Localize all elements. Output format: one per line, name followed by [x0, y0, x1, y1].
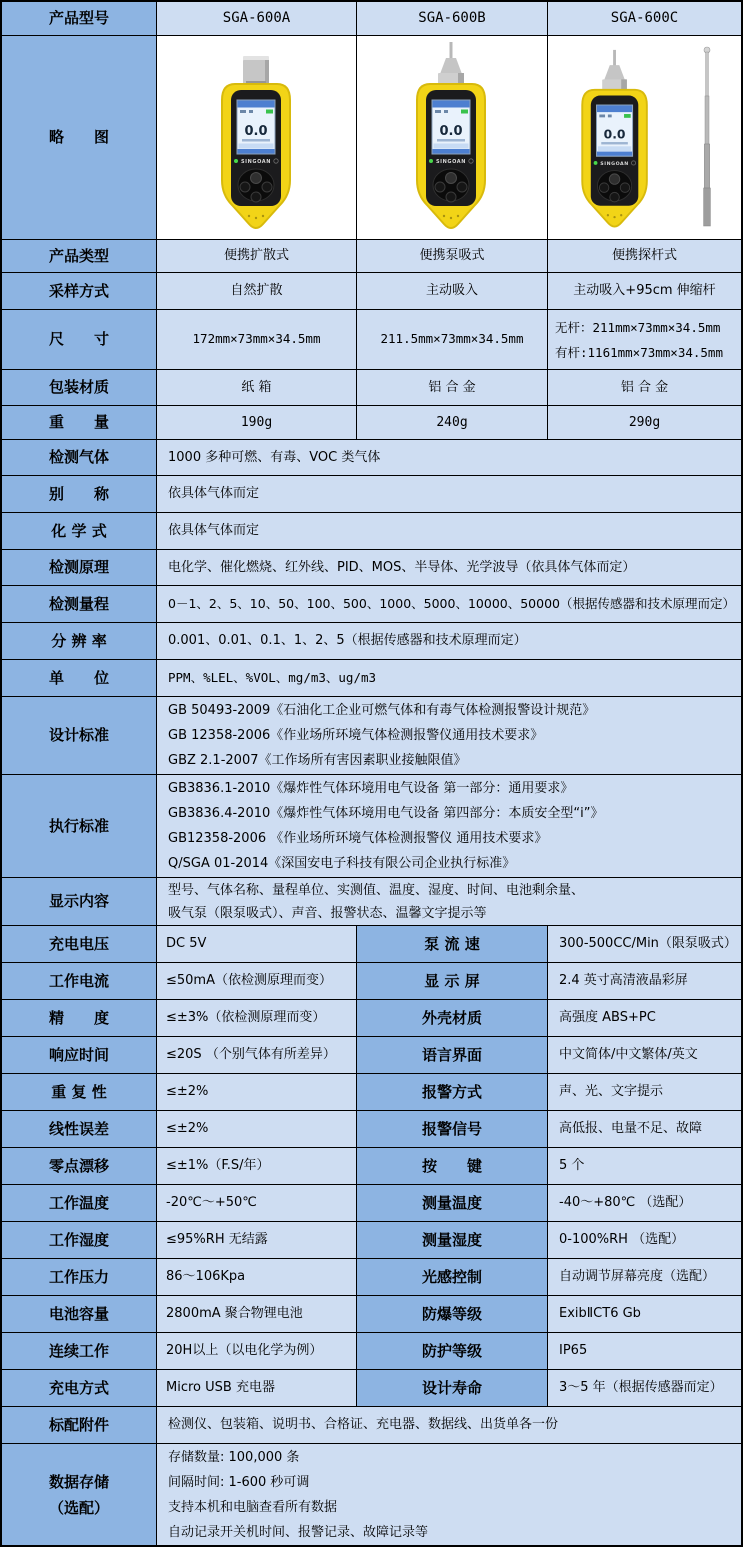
header-label: 产品型号 — [2, 2, 157, 35]
row-label: 执行标准 — [2, 775, 157, 877]
table-row-sampling — [2, 273, 741, 310]
table-row-alias — [2, 476, 741, 513]
product-image-sga-600a — [187, 40, 327, 236]
content-line: 型号、气体名称、量程单位、实测值、温度、湿度、时间、电池剩余量、 — [168, 882, 585, 898]
row-value: 检测仪、包装箱、说明书、合格证、充电器、数据线、出货单各一份 — [157, 1407, 741, 1443]
row-value-left: 86～106Kpa — [157, 1259, 357, 1295]
battery-icon — [624, 114, 631, 118]
row-value-right: 3～5 年（根据传感器而定） — [548, 1370, 741, 1406]
row-label: 显示内容 — [2, 878, 157, 925]
row-value-left: ≤±1%（F.S/年） — [157, 1148, 357, 1184]
row-label-left: 充电方式 — [2, 1370, 157, 1406]
row-value: 1000 多种可燃、有毒、VOC 类气体 — [157, 440, 741, 475]
status-led — [234, 159, 238, 163]
row-label-right: 测量湿度 — [357, 1222, 548, 1258]
row-value — [157, 775, 741, 877]
row-value-left: Micro USB 充电器 — [157, 1370, 357, 1406]
row-value: 0.001、0.01、0.1、1、2、5（根据传感器和技术原理而定） — [157, 623, 741, 659]
table-row-range — [2, 586, 741, 623]
table-row-resolution — [2, 623, 741, 660]
pair-row-charging-method — [2, 1370, 741, 1407]
row-value-right: 声、光、文字提示 — [548, 1074, 741, 1110]
row-value — [157, 697, 741, 774]
table-row-units — [2, 660, 741, 697]
row-value: 依具体气体而定 — [157, 476, 741, 512]
table-row-display-content — [2, 878, 741, 926]
row-label-right: 光感控制 — [357, 1259, 548, 1295]
row-label: 产品类型 — [2, 240, 157, 272]
row-label-left: 工作温度 — [2, 1185, 157, 1221]
standard-line: GB3836.4-2010《爆炸性气体环境用电气设备 第四部分：本质安全型“i”》 — [168, 806, 604, 821]
row-label-left: 连续工作 — [2, 1333, 157, 1369]
row-value-right: 2.4 英寸高清液晶彩屏 — [548, 963, 741, 999]
table-row-dimensions — [2, 310, 741, 370]
row-value-right: 0-100%RH （选配） — [548, 1222, 741, 1258]
row-label: 检测原理 — [2, 550, 157, 585]
row-value-right: 高低报、电量不足、故障 — [548, 1111, 741, 1147]
row-label: 单 位 — [2, 660, 157, 696]
row-value-left: -20℃～+50℃ — [157, 1185, 357, 1221]
row-value-left: ≤20S （个别气体有所差异） — [157, 1037, 357, 1073]
table-row-exec-standard — [2, 775, 741, 878]
product-image-cell-b — [357, 36, 548, 239]
brand-logo: SINGOAN — [240, 158, 271, 165]
battery-icon — [461, 109, 468, 113]
row-value-left: ≤95%RH 无结露 — [157, 1222, 357, 1258]
row-value-left: 2800mA 聚合物锂电池 — [157, 1296, 357, 1332]
brand-logo: SINGOAN — [435, 158, 467, 165]
pair-row-continuous-work — [2, 1333, 741, 1370]
product-image-sga-600c — [555, 40, 735, 236]
sketch-row — [2, 36, 741, 240]
model-name-sga-600c: SGA-600C — [548, 2, 741, 35]
product-image-cell-a — [157, 36, 357, 239]
row-label-right: 泵 流 速 — [357, 926, 548, 962]
row-label: 采样方式 — [2, 273, 157, 309]
standard-line: GBZ 2.1-2007《工作场所有害因素职业接触限值》 — [168, 753, 467, 768]
row-label-left: 响应时间 — [2, 1037, 157, 1073]
row-value-right: 高强度 ABS+PC — [548, 1000, 741, 1036]
content-line: 吸气泵（限泵吸式）、声音、报警状态、温馨文字提示等 — [168, 905, 487, 921]
row-label: 分 辨 率 — [2, 623, 157, 659]
row-label-right: 语言界面 — [357, 1037, 548, 1073]
row-value-right: ExibⅡCT6 Gb — [548, 1296, 741, 1332]
row-value-left: DC 5V — [157, 926, 357, 962]
row-label: 重 量 — [2, 406, 157, 439]
standard-line: GB 50493-2009《石油化工企业可燃气体和有毒气体检测报警设计规范》 — [168, 703, 596, 718]
pair-row-working-humidity — [2, 1222, 741, 1259]
row-label-left: 工作电流 — [2, 963, 157, 999]
row-label-left: 电池容量 — [2, 1296, 157, 1332]
model-name-sga-600a: SGA-600A — [157, 2, 357, 35]
row-value-left: ≤±3%（依检测原理而变） — [157, 1000, 357, 1036]
row-label: 检测气体 — [2, 440, 157, 475]
value-b: 211.5mm×73mm×34.5mm — [357, 310, 548, 369]
row-label-left: 重 复 性 — [2, 1074, 157, 1110]
pair-row-working-pressure — [2, 1259, 741, 1296]
row-value-left: ≤±2% — [157, 1111, 357, 1147]
table-row-design-standard — [2, 697, 741, 775]
dimension-line: 有杆:1161mm×73mm×34.5mm — [555, 344, 723, 360]
value-c: 铝 合 金 — [548, 370, 741, 405]
value-a: 190g — [157, 406, 357, 439]
row-value-right: 自动调节屏幕亮度（选配） — [548, 1259, 741, 1295]
row-value-right: 5 个 — [548, 1148, 741, 1184]
value-b: 240g — [357, 406, 548, 439]
value-a: 172mm×73mm×34.5mm — [157, 310, 357, 369]
screen-reading: 0.0 — [439, 123, 463, 139]
row-label-left: 线性误差 — [2, 1111, 157, 1147]
pair-row-linearity — [2, 1111, 741, 1148]
table-row-formula — [2, 513, 741, 550]
row-label-right: 报警方式 — [357, 1074, 548, 1110]
pair-row-response-time — [2, 1037, 741, 1074]
battery-icon — [266, 109, 273, 113]
standard-line: GB3836.1-2010《爆炸性气体环境用电气设备 第一部分：通用要求》 — [168, 781, 574, 796]
value-c: 主动吸入+95cm 伸缩杆 — [548, 273, 741, 309]
row-label-right: 测量温度 — [357, 1185, 548, 1221]
row-value-right: 中文简体/中文繁体/英文 — [548, 1037, 741, 1073]
standard-line: Q/SGA 01-2014《深国安电子科技有限公司企业执行标准》 — [168, 856, 516, 871]
row-value-right: IP65 — [548, 1333, 741, 1369]
sketch-label: 略 图 — [2, 36, 157, 239]
row-label-right: 显 示 屏 — [357, 963, 548, 999]
product-image-cell-c — [548, 36, 741, 239]
row-label: 化 学 式 — [2, 513, 157, 549]
pair-row-battery — [2, 1296, 741, 1333]
row-label-line: （选配） — [48, 1498, 109, 1517]
row-label-left: 精 度 — [2, 1000, 157, 1036]
row-label-right: 按 键 — [357, 1148, 548, 1184]
table-row-principle — [2, 550, 741, 586]
row-label: 尺 寸 — [2, 310, 157, 369]
status-led — [593, 161, 597, 165]
dimension-line: 无杆：211mm×73mm×34.5mm — [555, 319, 721, 335]
row-value-left: ≤±2% — [157, 1074, 357, 1110]
storage-line: 自动记录开关机时间、报警记录、故障记录等 — [168, 1524, 429, 1540]
pair-row-charge-voltage — [2, 926, 741, 963]
row-label-left: 工作湿度 — [2, 1222, 157, 1258]
storage-line: 存储数量: 100,000 条 — [168, 1449, 300, 1465]
table-row-data-storage — [2, 1444, 741, 1545]
screen-reading: 0.0 — [603, 126, 625, 141]
row-label: 设计标准 — [2, 697, 157, 774]
row-label-right: 防护等级 — [357, 1333, 548, 1369]
value-c: 便携探杆式 — [548, 240, 741, 272]
row-value-right: -40～+80℃ （选配） — [548, 1185, 741, 1221]
pair-row-working-temp — [2, 1185, 741, 1222]
row-label-right: 外壳材质 — [357, 1000, 548, 1036]
header-row — [2, 2, 741, 36]
storage-line: 间隔时间: 1-600 秒可调 — [168, 1474, 310, 1490]
row-label-right: 设计寿命 — [357, 1370, 548, 1406]
brand-logo: SINGOAN — [599, 161, 629, 167]
value-a: 纸 箱 — [157, 370, 357, 405]
row-label-left: 零点漂移 — [2, 1148, 157, 1184]
table-row-product-type — [2, 240, 741, 273]
row-value-right: 300-500CC/Min（限泵吸式） — [548, 926, 741, 962]
table-row-weight — [2, 406, 741, 440]
row-value: 电化学、催化燃烧、红外线、PID、MOS、半导体、光学波导（依具体气体而定） — [157, 550, 741, 585]
value-b: 铝 合 金 — [357, 370, 548, 405]
row-value — [157, 878, 741, 925]
row-label: 别 称 — [2, 476, 157, 512]
pair-row-zero-drift — [2, 1148, 741, 1185]
row-value: 依具体气体而定 — [157, 513, 741, 549]
storage-line: 支持本机和电脑查看所有数据 — [168, 1499, 338, 1515]
standard-line: GB12358-2006 《作业场所环境气体检测报警仪 通用技术要求》 — [168, 831, 548, 846]
value-b: 主动吸入 — [357, 273, 548, 309]
row-value: 0－1、2、5、10、50、100、500、1000、5000、10000、50000（根据传感器和技术原理而定） — [157, 586, 741, 622]
table-row-gases — [2, 440, 741, 476]
screen-reading: 0.0 — [243, 123, 268, 139]
value-c — [548, 310, 741, 369]
value-c: 290g — [548, 406, 741, 439]
row-label: 检测量程 — [2, 586, 157, 622]
row-label-right: 防爆等级 — [357, 1296, 548, 1332]
standard-line: GB 12358-2006《作业场所环境气体检测报警仪通用技术要求》 — [168, 728, 544, 743]
telescopic-probe-rod — [703, 47, 710, 226]
status-led — [429, 159, 433, 163]
row-label-right: 报警信号 — [357, 1111, 548, 1147]
row-value-left: 20H以上（以电化学为例） — [157, 1333, 357, 1369]
row-value-left: ≤50mA（依检测原理而变） — [157, 963, 357, 999]
value-a: 便携扩散式 — [157, 240, 357, 272]
row-label — [2, 1444, 157, 1545]
value-b: 便携泵吸式 — [357, 240, 548, 272]
row-label-line: 数据存储 — [48, 1472, 109, 1491]
table-row-packaging — [2, 370, 741, 406]
model-name-sga-600b: SGA-600B — [357, 2, 548, 35]
row-label: 包装材质 — [2, 370, 157, 405]
row-label-left: 充电电压 — [2, 926, 157, 962]
row-value — [157, 1444, 741, 1545]
pair-row-repeatability — [2, 1074, 741, 1111]
row-label-left: 工作压力 — [2, 1259, 157, 1295]
product-image-sga-600b — [382, 40, 522, 236]
pair-row-accuracy — [2, 1000, 741, 1037]
row-label: 标配附件 — [2, 1407, 157, 1443]
value-a: 自然扩散 — [157, 273, 357, 309]
pair-row-working-current — [2, 963, 741, 1000]
row-value: PPM、%LEL、%VOL、mg/m3、ug/m3 — [157, 660, 741, 696]
table-row-accessories — [2, 1407, 741, 1444]
